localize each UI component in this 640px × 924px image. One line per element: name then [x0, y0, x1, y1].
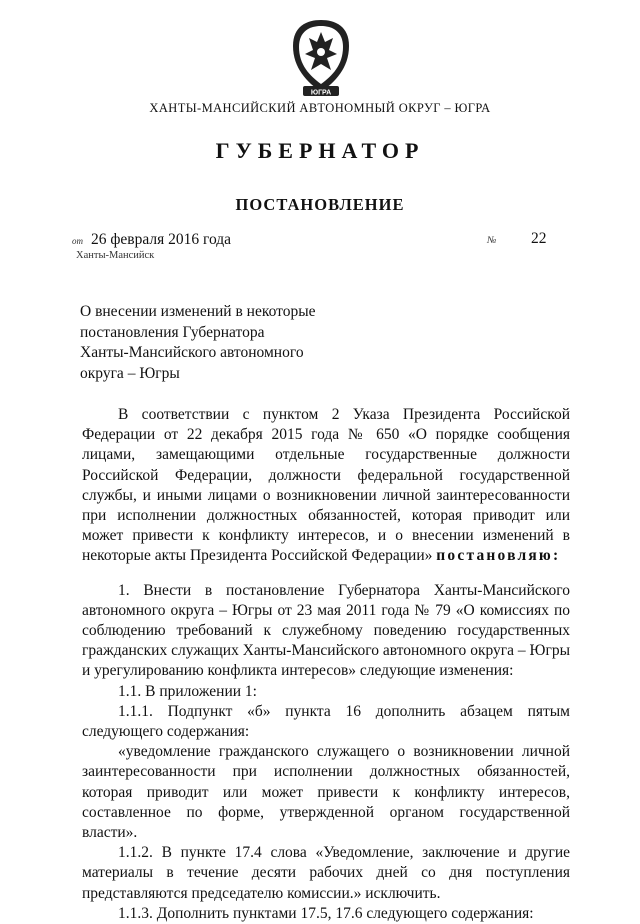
- coat-of-arms-emblem: [285, 16, 357, 100]
- paragraph-1-1-2: 1.1.2. В пункте 17.4 слова «Уведомление, заключение и другие материалы в течение десяти рабочих дней со дня поступления представляются председателю комиссии.» исключить.: [82, 844, 570, 902]
- subject-line: постановления Губернатора: [80, 323, 265, 341]
- preamble-text: В соответствии с пунктом 2 Указа Президента Российской Федерации от 22 декабря 2015 года № 650 «О порядке сообщения лицами, замещающими отдельные государственные должности Российской Федерации, должности федеральной государственной службы, и иными лицами о возникновении личной заинтересованности при исполнении должностных обязанностей, которая приводит или может привести к конфликту интересов, и о внесении изменений в некоторые акты Президента Российской Федерации»: [82, 406, 570, 565]
- region-title: ХАНТЫ-МАНСИЙСКИЙ АВТОНОМНЫЙ ОКРУГ – ЮГРА: [149, 101, 491, 115]
- emblem-label: ЮГРА: [310, 89, 332, 97]
- paragraph-1-1-1: 1.1.1. Подпункт «б» пункта 16 дополнить абзацем пятым следующего содержания:: [82, 702, 570, 741]
- paragraph-1-1: 1.1. В приложении 1:: [118, 682, 257, 700]
- decree-date: 26 февраля 2016 года: [91, 231, 232, 248]
- decree-body: [82, 405, 570, 924]
- subject-line: Ханты-Мансийского автономного: [80, 344, 304, 361]
- quoted-paragraph: «уведомление гражданского служащего о возникновении личной заинтересованности при исполнении должностных обязанностей, которая приводит или может привести к конфликту интересов, составленное по форме, утвержденной органом государственной власти».: [82, 743, 570, 842]
- decree-subject: [80, 302, 410, 384]
- subject-line: О внесении изменений в некоторые: [80, 303, 316, 320]
- paragraph-1: 1. Внести в постановление Губернатора Ханты-Мансийского автономного округа – Югры от 23 мая 2011 года № 79 «О комиссиях по соблюдению требований к служебному поведению государственных гражданских служащих Ханты-Мансийского автономного округа – Югры и урегулированию конфликта интересов» следующие изменения:: [82, 581, 570, 680]
- governor-title: ГУБЕРНАТОР: [215, 138, 425, 163]
- paragraph-1-1-3: 1.1.3. Дополнить пунктами 17.5, 17.6 следующего содержания:: [118, 904, 534, 922]
- resolve-word: постановляю:: [436, 547, 561, 565]
- decree-city: Ханты-Мансийск: [76, 250, 155, 261]
- subject-line: округа – Югры: [80, 364, 180, 382]
- decree-type: ПОСТАНОВЛЕНИЕ: [235, 195, 405, 214]
- date-prefix: от: [72, 236, 83, 246]
- decree-number: 22: [531, 230, 547, 247]
- number-sign: №: [487, 235, 497, 246]
- decree-date-row: [72, 231, 231, 249]
- preamble-paragraph: [82, 405, 570, 567]
